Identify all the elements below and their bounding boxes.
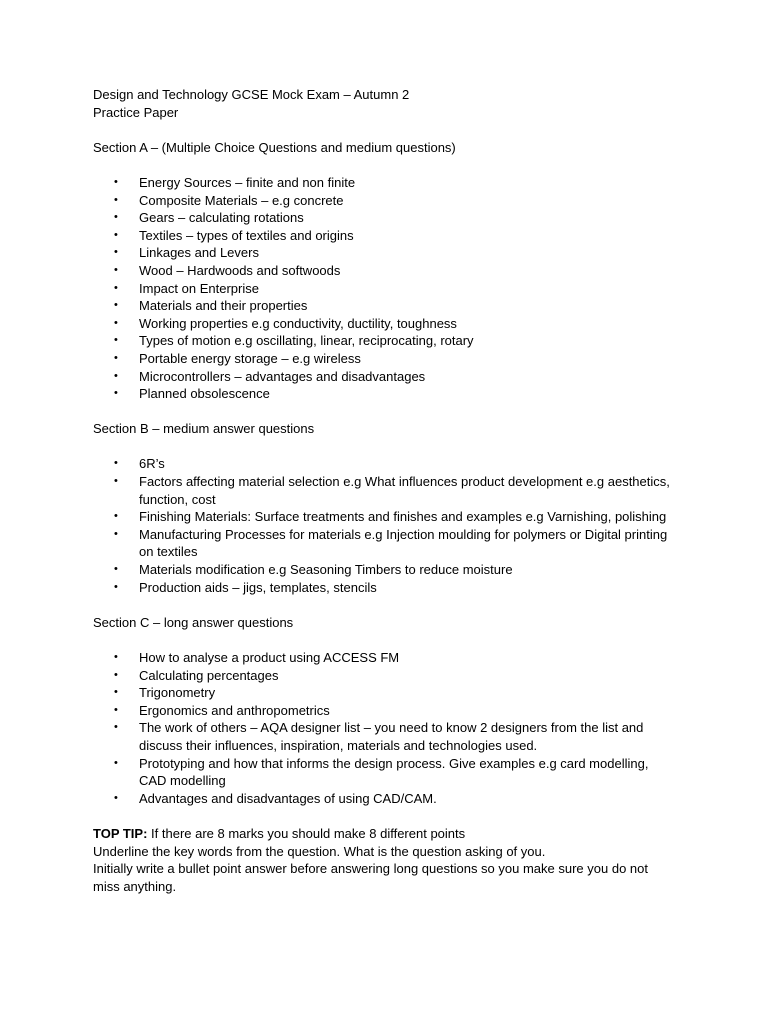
bullet-icon: •: [114, 193, 118, 206]
list-item: [114, 280, 708, 298]
list-item: [114, 473, 708, 508]
bullet-icon: •: [114, 457, 118, 470]
bullet-icon: •: [114, 510, 118, 523]
document-title: Design and Technology GCSE Mock Exam – Autumn 2: [93, 87, 410, 102]
spacer: [93, 156, 708, 174]
list-item-text: Finishing Materials: Surface treatments and finishes and examples e.g Varnishing, polishing: [139, 509, 667, 525]
bullet-icon: •: [114, 791, 118, 804]
list-item: [114, 526, 708, 561]
list-item: [114, 684, 708, 702]
bullet-icon: •: [114, 703, 118, 716]
list-item: [114, 209, 708, 227]
list-item: [114, 332, 708, 350]
list-item-text: Wood – Hardwoods and softwoods: [139, 262, 341, 278]
list-item-text: Gears – calculating rotations: [139, 210, 304, 226]
bullet-icon: •: [114, 351, 118, 364]
section-a-list: [93, 174, 708, 403]
list-item: [114, 667, 708, 685]
section-c-list: [93, 649, 708, 807]
bullet-icon: •: [114, 246, 118, 259]
list-item: [114, 719, 708, 754]
top-tip: [93, 825, 708, 843]
list-item-text: Planned obsolescence: [139, 386, 270, 402]
list-item: [114, 297, 708, 315]
bullet-icon: •: [114, 527, 118, 540]
list-item-text: Ergonomics and anthropometrics: [139, 702, 330, 718]
list-item: [114, 579, 708, 597]
list-item: [114, 244, 708, 262]
spacer: [93, 438, 708, 456]
list-item: [114, 561, 708, 579]
list-item-text: Advantages and disadvantages of using CAD/CAM.: [139, 790, 437, 806]
list-item-text: Materials modification e.g Seasoning Timbers to reduce moisture: [139, 562, 513, 578]
list-item-text: Portable energy storage – e.g wireless: [139, 350, 361, 366]
list-item: [114, 227, 708, 245]
bullet-icon: •: [114, 334, 118, 347]
bullet-icon: •: [114, 721, 118, 734]
spacer: [93, 631, 708, 649]
list-item: [114, 755, 708, 790]
bullet-icon: •: [114, 228, 118, 241]
section-c-heading: Section C – long answer questions: [93, 614, 294, 630]
bullet-icon: •: [114, 756, 118, 769]
list-item: [114, 315, 708, 333]
list-item: [114, 702, 708, 720]
list-item: [114, 174, 708, 192]
tip-line-4: miss anything.: [93, 878, 177, 894]
section-b-list: [93, 455, 708, 596]
list-item-text: Composite Materials – e.g concrete: [139, 192, 344, 208]
list-item-text: Factors affecting material selection e.g What influences product development e.g aesthetics, function, cost: [139, 474, 670, 507]
list-item: [114, 455, 708, 473]
bullet-icon: •: [114, 281, 118, 294]
list-item: [114, 368, 708, 386]
spacer: [93, 596, 708, 614]
list-item: [114, 790, 708, 808]
top-tip-text: If there are 8 marks you should make 8 different points: [147, 825, 466, 841]
list-item-text: 6R’s: [139, 456, 165, 472]
bullet-icon: •: [114, 475, 118, 488]
bullet-icon: •: [114, 387, 118, 400]
bullet-icon: •: [114, 651, 118, 663]
list-item-text: The work of others – AQA designer list – you need to know 2 designers from the list and discuss their influences, inspiration, materials and technologies used.: [139, 720, 644, 753]
tip-line-2: Underline the key words from the question. What is the question asking of you.: [93, 843, 546, 859]
list-item: [114, 350, 708, 368]
document-subtitle: Practice Paper: [93, 104, 179, 120]
list-item-text: How to analyse a product using ACCESS FM: [139, 650, 400, 665]
list-item: [114, 192, 708, 210]
bullet-icon: •: [114, 563, 118, 576]
list-item-text: Textiles – types of textiles and origins: [139, 227, 354, 243]
section-b-heading: Section B – medium answer questions: [93, 421, 315, 437]
bullet-icon: •: [114, 686, 118, 699]
bullet-icon: •: [114, 175, 118, 188]
bullet-icon: •: [114, 668, 118, 681]
bullet-icon: •: [114, 369, 118, 382]
bullet-icon: •: [114, 580, 118, 593]
list-item: [114, 262, 708, 280]
bullet-icon: •: [114, 316, 118, 329]
spacer: [93, 121, 708, 139]
spacer: [93, 403, 708, 421]
bullet-icon: •: [114, 299, 118, 312]
spacer: [93, 807, 708, 825]
top-tip-label: TOP TIP:: [93, 825, 148, 841]
list-item-text: Prototyping and how that informs the design process. Give examples e.g card modelling, CAD modelling: [139, 755, 649, 789]
list-item-text: Calculating percentages: [139, 667, 279, 683]
list-item-text: Impact on Enterprise: [139, 280, 259, 296]
list-item-text: Materials and their properties: [139, 298, 308, 314]
list-item-text: Manufacturing Processes for materials e.g Injection moulding for polymers or Digital printing on textiles: [139, 526, 668, 560]
list-item: [114, 508, 708, 526]
list-item-text: Linkages and Levers: [139, 245, 259, 261]
list-item-text: Working properties e.g conductivity, ductility, toughness: [139, 315, 457, 331]
section-a-heading: Section A – (Multiple Choice Questions and medium questions): [93, 139, 456, 155]
bullet-icon: •: [114, 263, 118, 276]
list-item-text: Microcontrollers – advantages and disadvantages: [139, 368, 426, 384]
list-item-text: Types of motion e.g oscillating, linear, reciprocating, rotary: [139, 333, 474, 349]
list-item-text: Trigonometry: [139, 685, 216, 701]
list-item-text: Production aids – jigs, templates, stencils: [139, 579, 377, 595]
list-item-text: Energy Sources – finite and non finite: [139, 174, 356, 190]
tip-line-3: Initially write a bullet point answer before answering long questions so you make sure you do not: [93, 861, 648, 877]
list-item: [114, 649, 708, 667]
list-item: [114, 385, 708, 403]
bullet-icon: •: [114, 211, 118, 224]
